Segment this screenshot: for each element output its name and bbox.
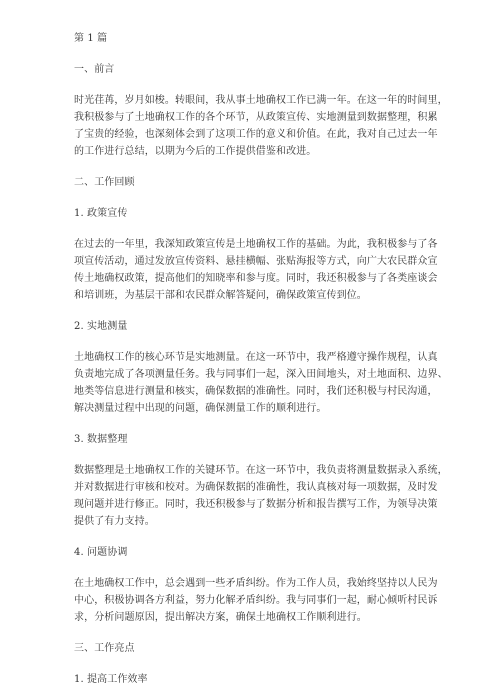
paragraph-line: 在过去的一年里，我深知政策宣传是土地确权工作的基础。为此，我积极参与了各: [74, 239, 438, 250]
block-spacer: [74, 530, 434, 544]
paragraph: [74, 575, 438, 626]
section-heading: [74, 431, 434, 448]
block-spacer: [74, 657, 434, 671]
block-spacer: [74, 626, 434, 640]
section-heading: [74, 544, 434, 561]
section-heading: [74, 671, 434, 688]
paragraph-line: 我积极参与了土地确权工作的各个环节，从政策宣传、实地测量到数据整理，积累: [74, 112, 438, 123]
paragraph-line: 项宣传活动，通过发放宣传资料、悬挂横幅、张贴海报等方式，向广大农民群众宣: [74, 256, 438, 267]
block-spacer: [74, 47, 434, 61]
paragraph: [74, 349, 448, 417]
block-spacer: [74, 78, 434, 92]
block-spacer: [74, 304, 434, 318]
paragraph-line: 和培训班，为基层干部和农民群众解答疑问，确保政策宣传到位。: [74, 290, 367, 301]
block-spacer: [74, 561, 434, 575]
paragraph-line: 地类等信息进行测量和核实，确保数据的准确性。同时，我们还积极与村民沟通，: [74, 386, 438, 397]
block-spacer: [74, 222, 434, 236]
paragraph-line: 现问题并进行修正。同时，我还积极参与了数据分析和报告撰写工作，为领导决策: [74, 499, 438, 510]
heading-text: 一、前言: [74, 64, 115, 75]
paragraph-line: 中心，积极协调各方利益，努力化解矛盾纠纷。我与同事们一起，耐心倾听村民诉: [74, 595, 438, 606]
paragraph-line: 求，分析问题原因，提出解决方案，确保土地确权工作顺利进行。: [74, 612, 367, 623]
block-spacer: [74, 448, 434, 462]
section-heading: [74, 205, 434, 222]
block-spacer: [74, 191, 434, 205]
paragraph-line: 解决测量过程中出现的问题，确保测量工作的顺利进行。: [74, 403, 327, 414]
paragraph-line: 负责地完成了各项测量任务。我与同事们一起，深入田间地头，对土地面积、边界、: [74, 369, 448, 380]
block-spacer: [74, 335, 434, 349]
block-spacer: [74, 160, 434, 174]
heading-text: 1. 提高工作效率: [74, 674, 148, 685]
paragraph-line: 的工作进行总结，以期为今后的工作提供借鉴和改进。: [74, 146, 317, 157]
block-spacer: [74, 417, 434, 431]
heading-text: 三、工作亮点: [74, 643, 135, 654]
heading-text: 第 1 篇: [74, 33, 108, 44]
section-heading: [74, 61, 434, 78]
heading-text: 3. 数据整理: [74, 434, 128, 445]
heading-text: 二、工作回顾: [74, 177, 135, 188]
document-body: [74, 30, 448, 688]
paragraph: [74, 236, 438, 304]
paragraph-line: 数据整理是土地确权工作的关键环节。在这一环节中，我负责将测量数据录入系统，: [74, 465, 448, 476]
paragraph-line: 提供了有力支持。: [74, 516, 155, 527]
section-heading: [74, 174, 434, 191]
paragraph-line: 在土地确权工作中，总会遇到一些矛盾纠纷。作为工作人员，我始终坚持以人民为: [74, 578, 438, 589]
paragraph-line: 并对数据进行审核和校对。为确保数据的准确性，我认真核对每一项数据，及时发: [74, 482, 438, 493]
section-heading: [74, 30, 434, 47]
heading-text: 1. 政策宣传: [74, 208, 128, 219]
heading-text: 4. 问题协调: [74, 547, 128, 558]
paragraph-line: 传土地确权政策，提高他们的知晓率和参与度。同时，我还积极参与了各类座谈会: [74, 273, 438, 284]
paragraph-line: 土地确权工作的核心环节是实地测量。在这一环节中，我严格遵守操作规程，认真: [74, 352, 438, 363]
paragraph-line: 时光荏苒，岁月如梭。转眼间，我从事土地确权工作已满一年。在这一年的时间里，: [74, 95, 448, 106]
heading-text: 2. 实地测量: [74, 321, 128, 332]
section-heading: [74, 318, 434, 335]
paragraph: [74, 462, 448, 530]
paragraph: [74, 92, 448, 160]
paragraph-line: 了宝贵的经验，也深刻体会到了这项工作的意义和价值。在此，我对自己过去一年: [74, 129, 438, 140]
